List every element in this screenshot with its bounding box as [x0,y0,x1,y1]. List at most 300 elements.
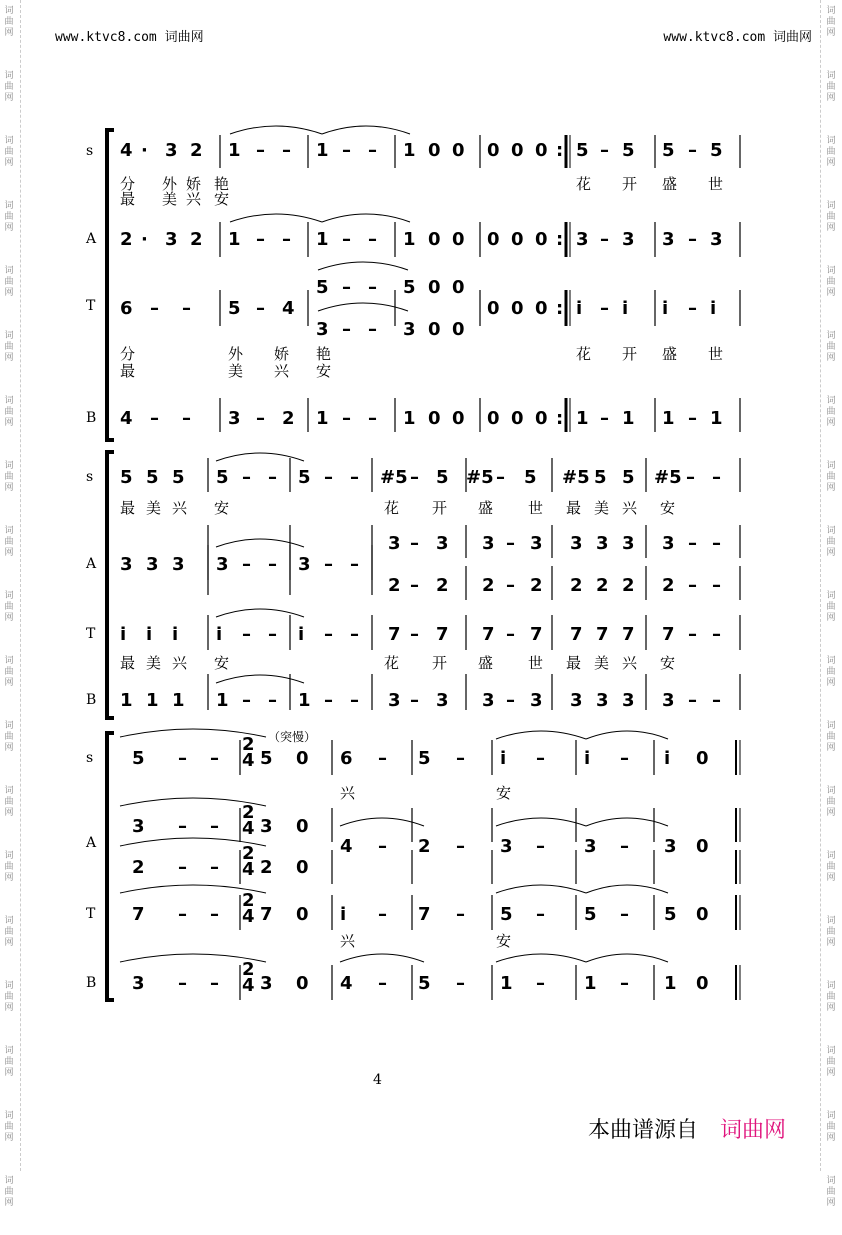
lyric: 花 [576,175,592,193]
tenor-note: i [146,624,153,645]
footer-brand-link[interactable]: 词曲网 [720,1118,787,1143]
bass-note: 1 [316,408,329,429]
alto-note: 0 [511,229,524,250]
bass-note: – [178,973,187,994]
tenor-note: – [410,624,419,645]
alto-note: 2 [622,575,635,596]
tenor-note: – [620,904,629,925]
lyric: 最 [566,654,582,672]
alto-note: 2 [570,575,583,596]
bass-note: 3 [622,690,635,711]
tenor-note: i [340,904,347,925]
bass-note: 1 [146,690,159,711]
alto-note: 3 [664,836,677,857]
watermark-glyph-group: 词 曲 网 [826,266,836,298]
voice-label-a: A [86,231,97,247]
tenor-note: 0 [428,319,441,340]
bass-note: 0 [452,408,465,429]
bass-note: 0 [428,408,441,429]
bass-note: – [368,408,377,429]
alto-note: 3 [500,836,513,857]
page-number: 4 [373,1072,382,1088]
tenor-note: i [576,298,583,319]
lyric: 分 [120,175,136,193]
bass-note: – [456,973,465,994]
lyric: 花 [384,499,400,517]
soprano-note: – [686,467,695,488]
alto-note: – [712,575,721,596]
soprano-note: #5 [654,467,682,488]
tenor-note: 3 [403,319,416,340]
alto-note: – [178,816,187,837]
soprano-note: 5 [576,140,589,161]
alto-note: 3 [710,229,723,250]
lyric: 分 [120,345,136,363]
bass-note: 1 [216,690,229,711]
lyric: 安 [660,654,676,672]
tenor-note: – [506,624,515,645]
lyric: 美 [146,499,162,517]
soprano-note: 1 [316,140,329,161]
lyric: 安 [496,784,512,802]
soprano-note: 0 [696,748,709,769]
watermark-glyph-group: 词 曲 网 [4,136,14,168]
lyric: 盛 [478,499,494,517]
alto-note: – [210,816,219,837]
tenor-note: 7 [482,624,495,645]
tenor-note: – [178,904,187,925]
alto-note: 2 [662,575,675,596]
bass-note: 3 [662,690,675,711]
soprano-note: i [584,748,591,769]
lyric: 艳 [316,345,332,363]
soprano-note: 5 [622,467,635,488]
watermark-glyph-group: 词 曲 网 [826,591,836,623]
watermark-glyph-group: 词 曲 网 [826,71,836,103]
lyric: 花 [576,345,592,363]
watermark-glyph-group: 词 曲 网 [4,916,14,948]
voice-label-b: B [86,410,97,426]
soprano-note: 6 [340,748,353,769]
watermark-glyph-group: 词 曲 网 [4,331,14,363]
voice-label-t: T [86,298,96,314]
watermark-glyph-group: 词 曲 网 [826,526,836,558]
tenor-note: – [368,277,377,298]
alto-note: 0 [428,229,441,250]
soprano-note: 5 [436,467,449,488]
alto-note: 2 [596,575,609,596]
tenor-note: 7 [260,904,273,925]
voice-label-b3: B [86,975,97,991]
bass-note: – [350,690,359,711]
soprano-note: – [350,467,359,488]
tenor-note: 7 [530,624,543,645]
tenor-note: 7 [662,624,675,645]
alto-note: – [210,857,219,878]
bass-note: – [600,408,609,429]
tenor-note: 3 [316,319,329,340]
bass-note: 1 [622,408,635,429]
alto-note: – [688,533,697,554]
lyric: 兴 [340,784,356,802]
lyric: 美 [594,654,610,672]
alto-note: 1 [316,229,329,250]
tenor-note: – [536,904,545,925]
alto-note: – [456,836,465,857]
bass-note: – [256,408,265,429]
alto-note: 2 [530,575,543,596]
alto-note: 2 [436,575,449,596]
tenor-note: 5 [403,277,416,298]
lyric: 安 [660,499,676,517]
soprano-note: 5 [710,140,723,161]
tenor-note: 4 [282,298,295,319]
soprano-note: 0 [511,140,524,161]
watermark-glyph-group: 词 曲 网 [4,721,14,753]
voice-label-s2: s [86,469,94,485]
soprano-note: – [456,748,465,769]
alto-note: 3 [172,554,185,575]
soprano-note: i [664,748,671,769]
alto-note: 3 [298,554,311,575]
tenor-note: 5 [584,904,597,925]
alto-note: – [712,533,721,554]
alto-note: – [350,554,359,575]
soprano-note: 0 [428,140,441,161]
lyric: 世 [708,175,724,193]
bass-note: 3 [260,973,273,994]
soprano-note: 0 [487,140,500,161]
header-left-url: www.ktvc8.com 词曲网 [55,30,204,45]
bass-note: 3 [530,690,543,711]
lyric: 安 [316,362,332,380]
lyric: 最 [120,190,136,208]
bass-note: – [324,690,333,711]
alto-note: – [242,554,251,575]
note: 0 [535,229,548,250]
tenor-note: 0 [696,904,709,925]
alto-note: 2 [482,575,495,596]
alto-note: 1 [403,229,416,250]
soprano-note: – [688,140,697,161]
lyric: 兴 [340,932,356,950]
voice-label-t3: T [86,906,96,922]
bass-note: – [688,408,697,429]
bass-note: 0 [487,408,500,429]
lyric: 开 [432,654,448,672]
tenor-note: 0 [428,277,441,298]
bass-note: 1 [710,408,723,429]
watermark-glyph-group: 词 曲 网 [4,851,14,883]
tenor-note: i [216,624,223,645]
bass-note: 4 [340,973,353,994]
alto-note: – [506,575,515,596]
tenor-note: 0 [452,277,465,298]
soprano-note: · [141,140,148,161]
tenor-note: 0 [487,298,500,319]
watermark-glyph-group: 词 曲 网 [4,461,14,493]
time-sig-bottom: 4 [242,818,255,839]
time-sig-bottom: 4 [242,859,255,880]
soprano-note: 2 [190,140,203,161]
alto-note: – [410,575,419,596]
bass-note: 1 [172,690,185,711]
soprano-note: 4 [120,140,133,161]
bass-note: – [620,973,629,994]
watermark-glyph-group: 词 曲 网 [826,1111,836,1143]
tenor-note: 5 [500,904,513,925]
soprano-note: – [496,467,505,488]
watermark-glyph-group: 词 曲 网 [826,331,836,363]
watermark-glyph-group: 词 曲 网 [4,526,14,558]
tempo-mark: （突慢） [268,730,317,744]
tenor-note: – [324,624,333,645]
lyric: 娇 [186,175,202,193]
alto-note: 3 [622,533,635,554]
soprano-note: – [342,140,351,161]
alto-note: 3 [622,229,635,250]
bass-note: 3 [388,690,401,711]
soprano-note: 5 [662,140,675,161]
bass-note: 2 [282,408,295,429]
bass-note: – [506,690,515,711]
repeat-sign: : [556,140,564,161]
watermark-glyph-group: 词 曲 网 [4,591,14,623]
lyric: 美 [594,499,610,517]
time-sig-bottom: 4 [242,906,255,927]
lyric: 花 [384,654,400,672]
tenor-note: i [298,624,305,645]
time-sig-top: 2 [242,802,255,823]
header-right-url: www.ktvc8.com 词曲网 [663,30,812,45]
alto-note: 2 [388,575,401,596]
lyric: 最 [120,362,136,380]
lyric: 开 [622,175,638,193]
bass-note: 3 [436,690,449,711]
alto-note: 3 [132,816,145,837]
tenor-note: 0 [452,319,465,340]
alto-note: – [378,836,387,857]
alto-note: 0 [487,229,500,250]
alto-note: 3 [146,554,159,575]
tenor-note: 5 [664,904,677,925]
watermark-glyph-group: 词 曲 网 [4,201,14,233]
soprano-note: – [268,467,277,488]
lyric: 盛 [478,654,494,672]
soprano-note: – [368,140,377,161]
alto-note: 3 [584,836,597,857]
lyric: 安 [496,932,512,950]
soprano-note: 3 [165,140,178,161]
tenor-note: 7 [622,624,635,645]
watermark-glyph-group: 词 曲 网 [826,396,836,428]
watermark-glyph-group: 词 曲 网 [826,201,836,233]
tenor-note: – [256,298,265,319]
tenor-note: 0 [535,298,548,319]
alto-note: 0 [696,836,709,857]
tenor-note: – [368,319,377,340]
alto-note: 2 [190,229,203,250]
tenor-note: 7 [570,624,583,645]
tenor-note: – [688,624,697,645]
tenor-note: 7 [418,904,431,925]
soprano-note: – [210,748,219,769]
tenor-note: – [456,904,465,925]
lyric: 外 [162,175,178,193]
soprano-note: – [410,467,419,488]
soprano-note: 1 [403,140,416,161]
bass-note: 3 [228,408,241,429]
alto-note: 2 [120,229,133,250]
soprano-note: 0 [452,140,465,161]
tenor-note: 0 [511,298,524,319]
soprano-note: – [282,140,291,161]
tenor-note: 6 [120,298,133,319]
tenor-note: – [342,319,351,340]
tenor-note: i [662,298,669,319]
soprano-note: 0 [535,140,548,161]
alto-note: – [178,857,187,878]
alto-note: 2 [132,857,145,878]
bass-note: 0 [535,408,548,429]
bass-note: – [536,973,545,994]
lyric: 兴 [186,190,202,208]
soprano-note: 5 [120,467,133,488]
alto-note: 3 [530,533,543,554]
alto-note: 3 [388,533,401,554]
watermark-glyph-group: 词 曲 网 [826,1176,836,1208]
lyric: 世 [528,499,544,517]
watermark-glyph-group: 词 曲 网 [826,981,836,1013]
soprano-note: 5 [172,467,185,488]
bass-note: 3 [132,973,145,994]
watermark-glyph-group: 词 曲 网 [826,136,836,168]
watermark-glyph-group: 词 曲 网 [4,396,14,428]
alto-note: 3 [570,533,583,554]
alto-note: 4 [340,836,353,857]
lyric: 安 [214,190,230,208]
watermark-glyph-group: 词 曲 网 [4,266,14,298]
lyric: 最 [566,499,582,517]
soprano-note: – [600,140,609,161]
bass-note: – [150,408,159,429]
alto-note: 3 [596,533,609,554]
lyric: 最 [120,654,136,672]
tenor-note: – [350,624,359,645]
bass-note: – [410,690,419,711]
bass-note: – [712,690,721,711]
tenor-note: – [688,298,697,319]
lyric: 世 [708,345,724,363]
alto-note: 3 [216,554,229,575]
alto-note: – [410,533,419,554]
alto-note: 3 [165,229,178,250]
soprano-note: 5 [260,748,273,769]
tenor-note: i [120,624,127,645]
alto-note: · [141,229,148,250]
lyric: 外 [228,345,244,363]
tenor-note: – [182,298,191,319]
lyric: 兴 [622,654,638,672]
tenor-note: i [622,298,629,319]
alto-note: 3 [662,229,675,250]
alto-note: 3 [260,816,273,837]
bass-note: 1 [500,973,513,994]
alto-note: – [620,836,629,857]
lyric: 美 [228,362,244,380]
repeat-sign: : [556,298,564,319]
tenor-note: – [378,904,387,925]
watermark-glyph-group: 词 曲 网 [826,656,836,688]
alto-note: 3 [120,554,133,575]
lyric: 盛 [662,345,678,363]
soprano-note: 5 [594,467,607,488]
soprano-note: – [378,748,387,769]
bass-note: – [242,690,251,711]
watermark-glyph-group: 词 曲 网 [4,981,14,1013]
soprano-note: 0 [296,748,309,769]
bass-note: 3 [570,690,583,711]
lyric: 艳 [214,175,230,193]
alto-note: 3 [482,533,495,554]
watermark-glyph-group: 词 曲 网 [826,721,836,753]
lyric: 安 [214,654,230,672]
alto-note: – [688,575,697,596]
bass-note: 1 [120,690,133,711]
voice-label-s: s [86,143,94,159]
lyric: 最 [120,499,136,517]
tenor-note: – [150,298,159,319]
watermark-glyph-group: 词 曲 网 [4,786,14,818]
bass-note: 1 [576,408,589,429]
watermark-glyph-group: 词 曲 网 [4,1111,14,1143]
alto-note: – [600,229,609,250]
lyric: 娇 [274,345,290,363]
watermark-glyph-group: 词 曲 网 [4,1176,14,1208]
soprano-note: 5 [216,467,229,488]
watermark-glyph-group: 词 曲 网 [826,1046,836,1078]
bass-note: 1 [403,408,416,429]
soprano-note: – [712,467,721,488]
soprano-note: #5 [562,467,590,488]
tenor-note: – [712,624,721,645]
soprano-note: – [324,467,333,488]
alto-note: – [536,836,545,857]
soprano-note: #5 [466,467,494,488]
repeat-sign: : [556,229,564,250]
alto-note: – [506,533,515,554]
bass-note: 1 [584,973,597,994]
soprano-note: 5 [418,748,431,769]
bass-note: 3 [482,690,495,711]
time-sig-bottom: 4 [242,750,255,771]
soprano-note: 1 [228,140,241,161]
lyric: 世 [528,654,544,672]
bass-note: 4 [120,408,133,429]
tenor-note: 7 [436,624,449,645]
soprano-note: – [620,748,629,769]
watermark-glyph-group: 词 曲 网 [826,786,836,818]
lyric: 盛 [662,175,678,193]
tenor-note: i [710,298,717,319]
lyric: 开 [432,499,448,517]
lyric: 兴 [172,499,188,517]
bass-note: – [182,408,191,429]
bass-note: 5 [418,973,431,994]
alto-note: – [368,229,377,250]
bass-note: – [342,408,351,429]
lyric: 美 [162,190,178,208]
